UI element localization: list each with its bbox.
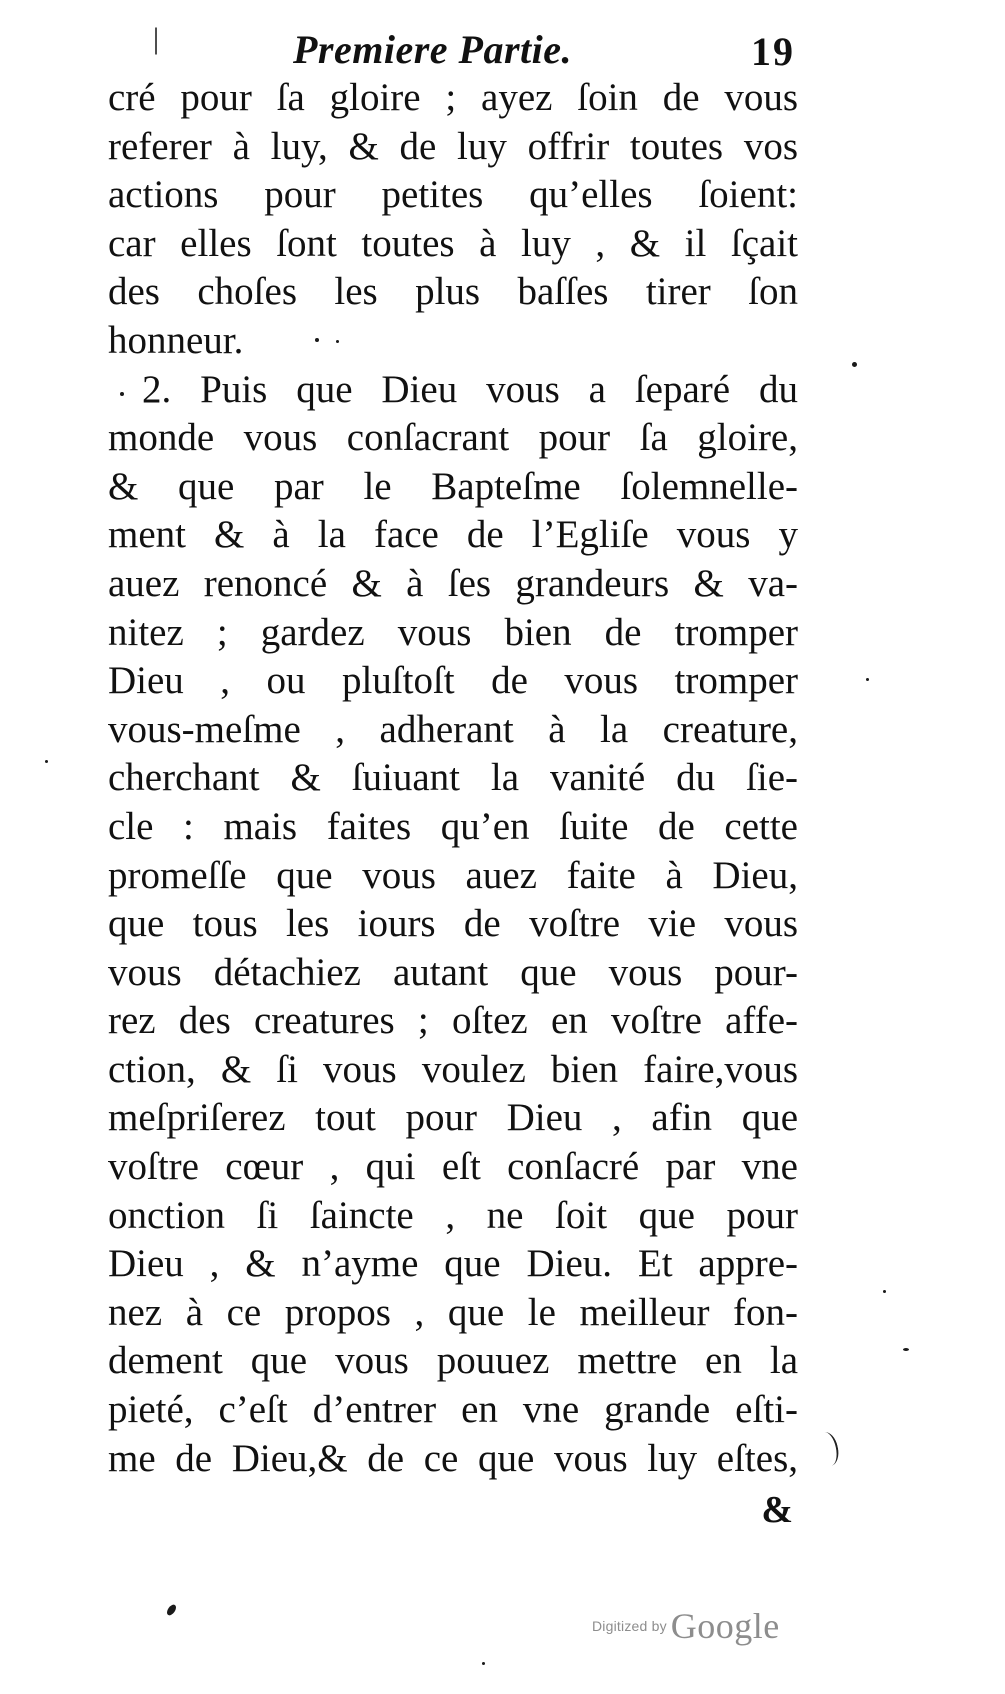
scan-speck bbox=[45, 760, 48, 763]
text-line: onction ſi ſaincte , ne ſoit que pour bbox=[108, 1193, 798, 1237]
text-line: referer à luy, & de luy offrir toutes vos bbox=[108, 124, 798, 168]
body-text bbox=[108, 74, 798, 1483]
running-head: Premiere Partie. bbox=[293, 27, 573, 72]
scan-speck bbox=[120, 392, 124, 396]
text-line-paragraph-start: 2. Puis que Dieu vous a ſeparé du bbox=[142, 367, 798, 411]
text-line: dement que vous pouuez mettre en la bbox=[108, 1339, 798, 1383]
scan-speck bbox=[336, 340, 339, 343]
catchword: & bbox=[761, 1489, 793, 1531]
text-line: rez des creatures ; oſtez en voſtre affe- bbox=[108, 999, 798, 1043]
text-line: pieté, c’eſt d’entrer en vne grande eſti- bbox=[108, 1388, 798, 1432]
page-header bbox=[105, 18, 795, 78]
text-line: voſtre cœur , qui eſt conſacré par vne bbox=[108, 1145, 798, 1189]
text-line: auez renoncé & à ſes grandeurs & va- bbox=[108, 561, 798, 605]
scan-speck bbox=[165, 1603, 178, 1617]
text-line: meſpriſerez tout pour Dieu , afin que bbox=[108, 1096, 798, 1140]
watermark-prefix: Digitized by bbox=[592, 1618, 667, 1634]
scan-speck bbox=[866, 678, 869, 681]
scan-speck bbox=[903, 1348, 909, 1351]
text-line: Dieu , ou pluſtoſt de vous tromper bbox=[108, 659, 798, 703]
page-number: 19 bbox=[751, 29, 795, 74]
text-line: car elles ſont toutes à luy , & il ſçait bbox=[108, 221, 798, 265]
text-line: vous-meſme , adherant à la creature, bbox=[108, 707, 798, 751]
header-rule-mark: | bbox=[153, 22, 160, 55]
text-line: cherchant & ſuiuant la vanité du ſie- bbox=[108, 756, 798, 800]
text-line: me de Dieu,& de ce que vous luy eſtes, bbox=[108, 1436, 798, 1480]
text-line: actions pour petites qu’elles ſoient: bbox=[108, 173, 798, 217]
text-line: ment & à la face de l’Egliſe vous y bbox=[108, 513, 798, 557]
watermark-brand: Google bbox=[670, 1606, 780, 1646]
text-line: & que par le Bapteſme ſolemnelle- bbox=[108, 464, 798, 508]
text-line: monde vous conſacrant pour ſa gloire, bbox=[108, 416, 798, 460]
text-line: cré pour ſa gloire ; ayez ſoin de vous bbox=[108, 76, 798, 119]
digitization-watermark bbox=[592, 1605, 802, 1645]
text-line: ction, & ſi vous voulez bien faire,vous bbox=[108, 1047, 798, 1091]
stray-pen-mark bbox=[815, 1430, 842, 1467]
scan-speck bbox=[315, 338, 319, 342]
scan-speck bbox=[883, 1290, 886, 1293]
text-line: promeſſe que vous auez faite à Dieu, bbox=[108, 853, 798, 897]
text-line: cle : mais faites qu’en ſuite de cette bbox=[108, 804, 798, 848]
text-line: nez à ce propos , que le meilleur fon- bbox=[108, 1290, 798, 1334]
scan-speck bbox=[852, 362, 857, 367]
text-line: que tous les iours de voſtre vie vous bbox=[108, 902, 798, 946]
text-line: vous détachiez autant que vous pour- bbox=[108, 950, 798, 994]
scan-speck bbox=[482, 1662, 485, 1665]
text-line: Dieu , & n’ayme que Dieu. Et appre- bbox=[108, 1242, 798, 1286]
text-line: des choſes les plus baſſes tirer ſon bbox=[108, 270, 798, 314]
text-line-paragraph-end: honneur. bbox=[108, 318, 244, 362]
text-line: nitez ; gardez vous bien de tromper bbox=[108, 610, 798, 654]
